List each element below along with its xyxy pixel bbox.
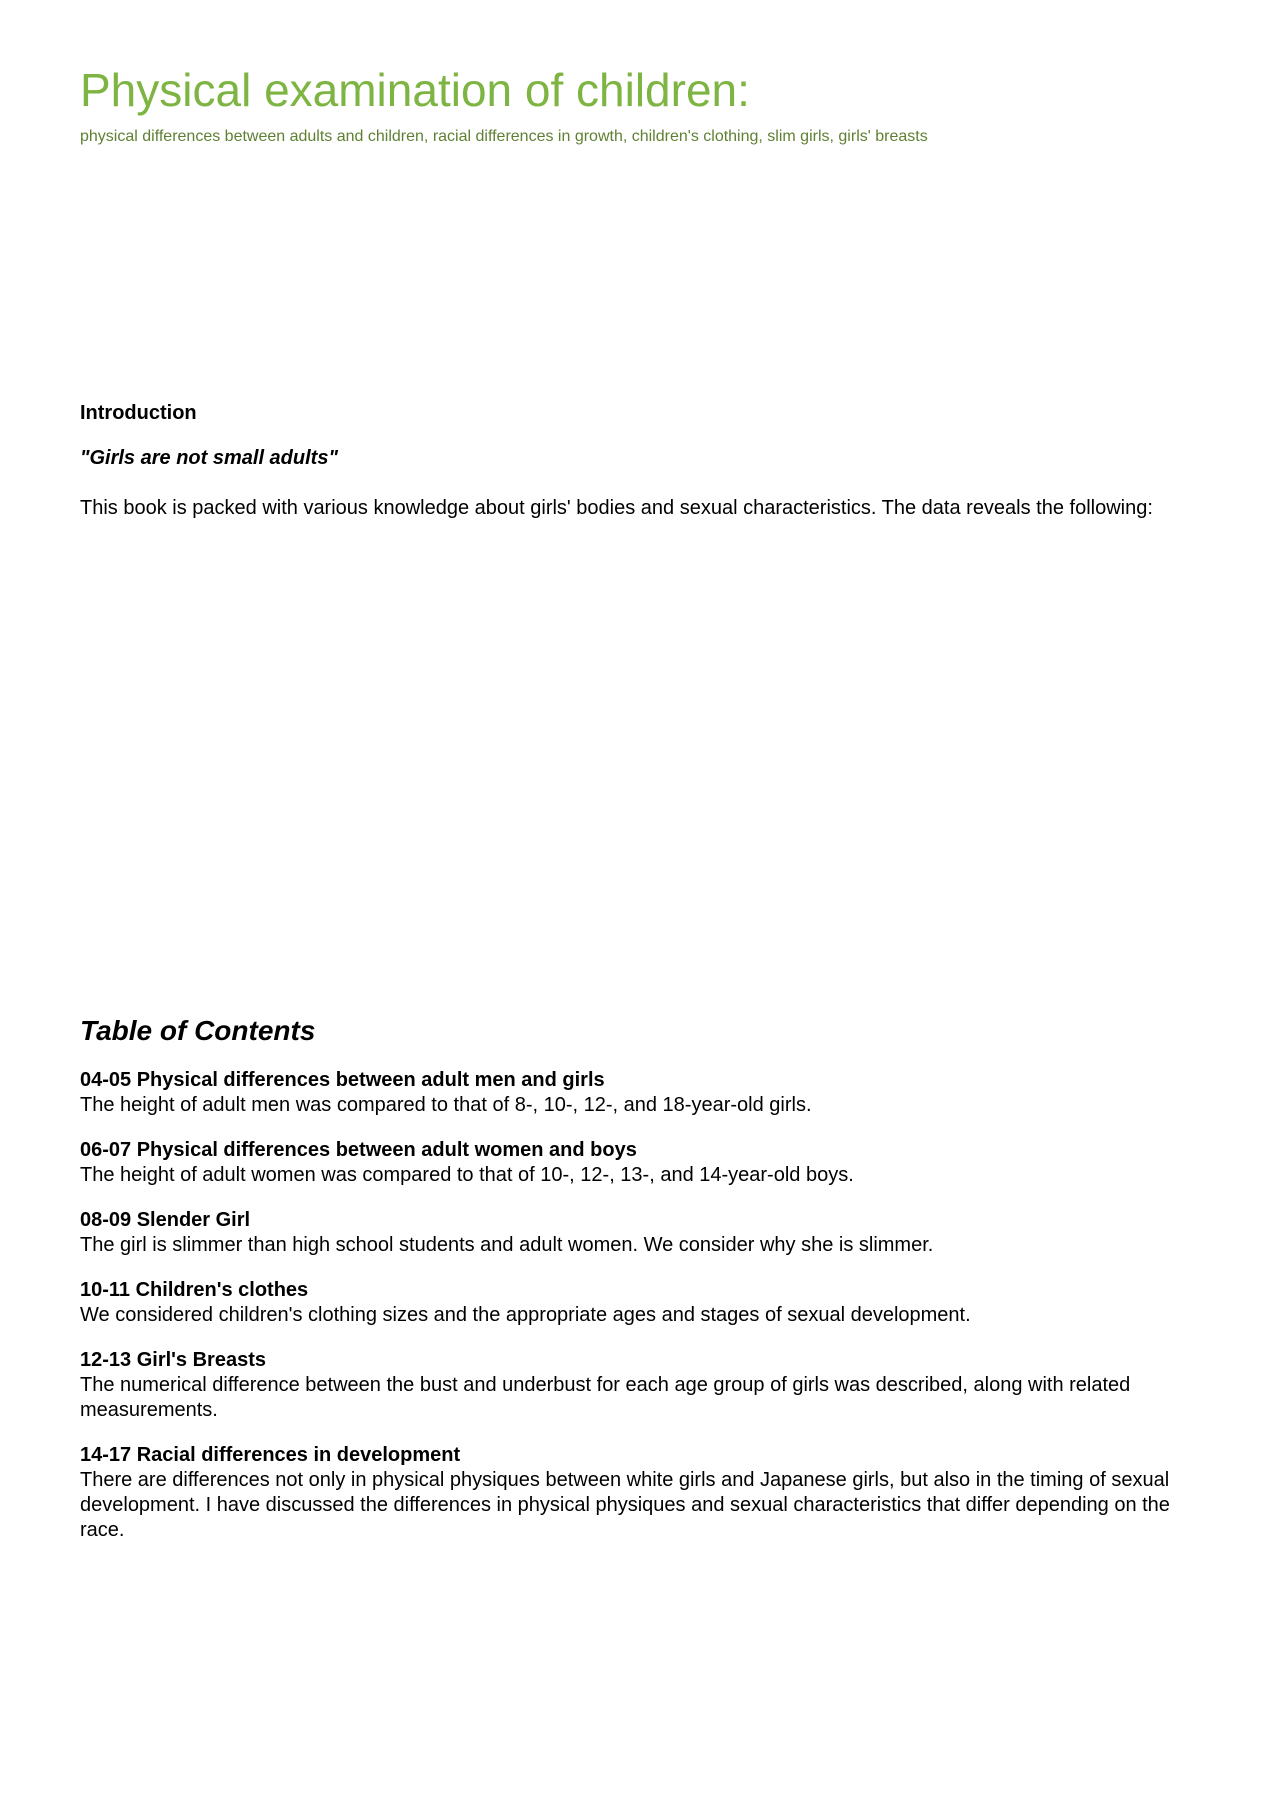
toc-entry-description: There are differences not only in physical physiques between white girls and Japanese girls, but also in the timing of sexual development. I have discussed the differences in physical physiques and sexual characteristics that differ depending on the race. (80, 1469, 1170, 1541)
toc-entry (80, 1348, 1202, 1423)
toc-entry-description: The girl is slimmer than high school students and adult women. We consider why she is slimmer. (80, 1234, 934, 1256)
toc-entry (80, 1068, 1202, 1118)
toc-entry (80, 1138, 1202, 1188)
introduction-quote: "Girls are not small adults" (80, 447, 338, 469)
toc-entry (80, 1443, 1202, 1543)
page-title: Physical examination of children: (80, 64, 750, 116)
toc-entry-title: 04-05 Physical differences between adult men and girls (80, 1069, 605, 1091)
page-subtitle: physical differences between adults and children, racial differences in growth, children's clothing, slim girls, girls' breasts (80, 128, 928, 145)
toc-entry-description: The numerical difference between the bust and underbust for each age group of girls was described, along with related measurements. (80, 1374, 1131, 1421)
toc-entry (80, 1208, 1202, 1258)
table-of-contents-list (80, 1068, 1202, 1543)
introduction-body: This book is packed with various knowledge about girls' bodies and sexual characteristics. The data reveals the following: (80, 497, 1153, 519)
table-of-contents-heading: Table of Contents (80, 1015, 316, 1046)
introduction-section (80, 401, 1202, 521)
toc-entry-title: 06-07 Physical differences between adult women and boys (80, 1139, 637, 1161)
toc-entry-title: 14-17 Racial differences in development (80, 1444, 461, 1466)
toc-entry-title: 10-11 Children's clothes (80, 1279, 309, 1301)
toc-entry-description: The height of adult men was compared to that of 8-, 10-, 12-, and 18-year-old girls. (80, 1094, 812, 1116)
toc-entry-description: We considered children's clothing sizes and the appropriate ages and stages of sexual development. (80, 1304, 971, 1326)
document-content (80, 64, 1202, 1543)
toc-entry (80, 1278, 1202, 1328)
toc-entry-description: The height of adult women was compared to that of 10-, 12-, 13-, and 14-year-old boys. (80, 1164, 854, 1186)
document-header (80, 64, 1202, 147)
toc-entry-title: 12-13 Girl's Breasts (80, 1349, 266, 1371)
introduction-heading: Introduction (80, 402, 197, 424)
table-of-contents-section (80, 1014, 1202, 1543)
toc-entry-title: 08-09 Slender Girl (80, 1209, 251, 1231)
